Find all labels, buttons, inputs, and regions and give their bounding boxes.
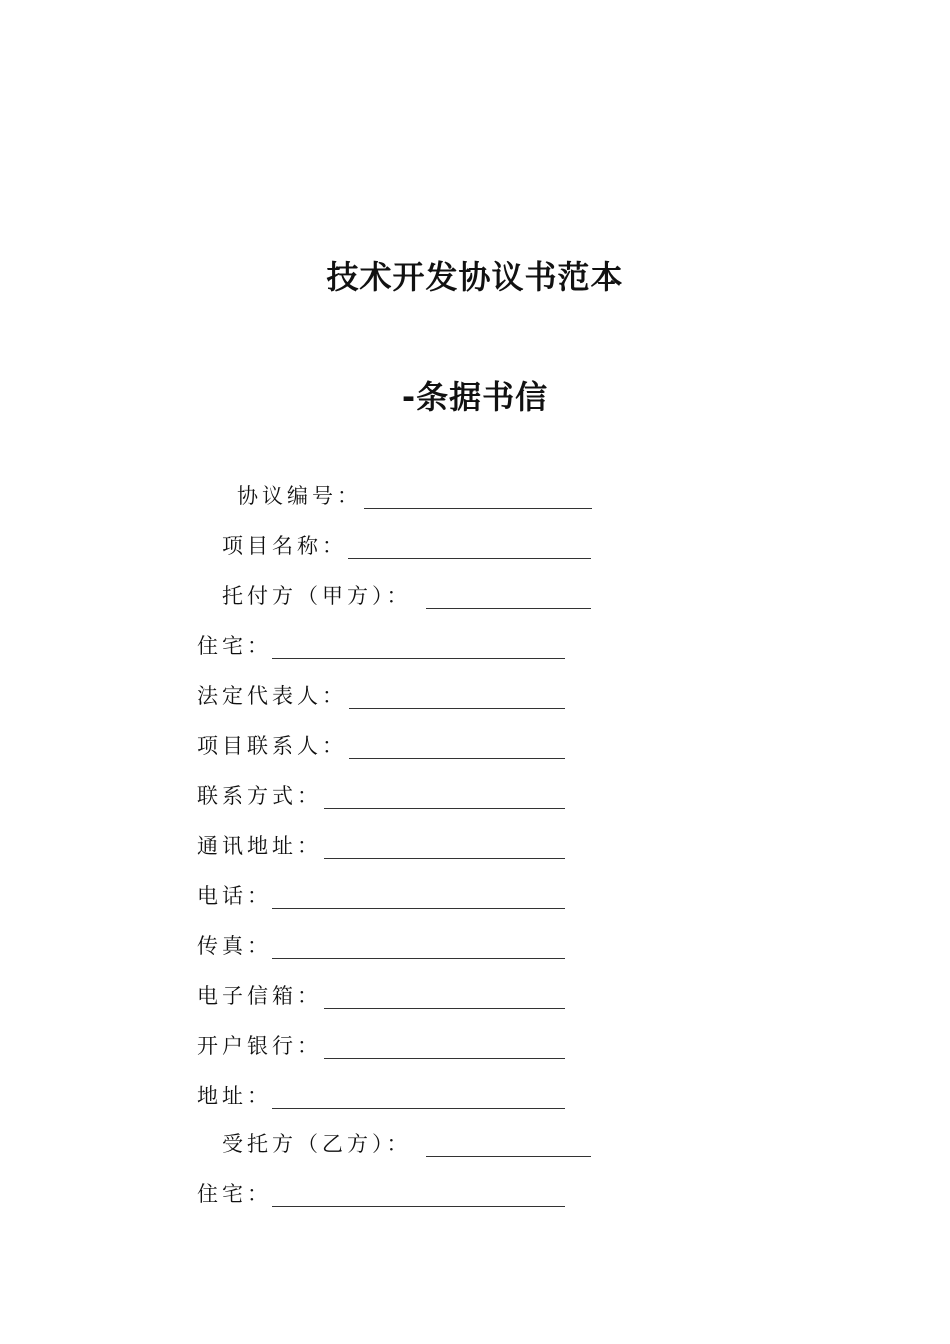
field-label: 开户银行： [197, 1034, 322, 1058]
field-label: 住宅： [197, 634, 272, 658]
field-label: 通讯地址： [197, 834, 322, 858]
residence-a-blank[interactable] [272, 658, 565, 659]
field-party-a [222, 581, 412, 611]
project-name-blank[interactable] [348, 558, 591, 559]
field-label: 受托方（乙方）： [222, 1132, 412, 1156]
fax-blank[interactable] [272, 958, 565, 959]
field-bank [197, 1031, 322, 1061]
field-party-b [222, 1129, 412, 1159]
field-project-contact [197, 731, 347, 761]
field-label: 地址： [197, 1084, 272, 1108]
field-label: 电子信箱： [197, 984, 322, 1008]
project-contact-blank[interactable] [349, 758, 565, 759]
mailing-address-blank[interactable] [324, 858, 565, 859]
legal-representative-blank[interactable] [349, 708, 565, 709]
field-email [197, 981, 322, 1011]
party-a-blank[interactable] [426, 608, 591, 609]
contact-method-blank[interactable] [324, 808, 565, 809]
field-mailing-address [197, 831, 322, 861]
field-agreement-number [237, 481, 362, 511]
bank-blank[interactable] [324, 1058, 565, 1059]
field-legal-representative [197, 681, 347, 711]
field-label: 联系方式： [197, 784, 322, 808]
document-subtitle: -条据书信 [401, 378, 549, 416]
field-label: 法定代表人： [197, 684, 347, 708]
residence-b-blank[interactable] [272, 1206, 565, 1207]
agreement-number-blank[interactable] [364, 508, 592, 509]
document-title: 技术开发协议书范本 [326, 258, 624, 296]
field-label: 住宅： [197, 1182, 272, 1206]
field-label: 协议编号： [237, 484, 362, 508]
field-fax [197, 931, 272, 961]
field-label: 传真： [197, 934, 272, 958]
field-contact-method [197, 781, 322, 811]
field-project-name [222, 531, 347, 561]
field-residence-b [197, 1179, 272, 1209]
field-residence-a [197, 631, 272, 661]
field-label: 电话： [197, 884, 272, 908]
field-phone [197, 881, 272, 911]
address-blank[interactable] [272, 1108, 565, 1109]
party-b-blank[interactable] [426, 1156, 591, 1157]
field-label: 项目名称： [222, 534, 347, 558]
field-address [197, 1081, 272, 1111]
field-label: 项目联系人： [197, 734, 347, 758]
email-blank[interactable] [324, 1008, 565, 1009]
phone-blank[interactable] [272, 908, 565, 909]
field-label: 托付方（甲方）： [222, 584, 412, 608]
